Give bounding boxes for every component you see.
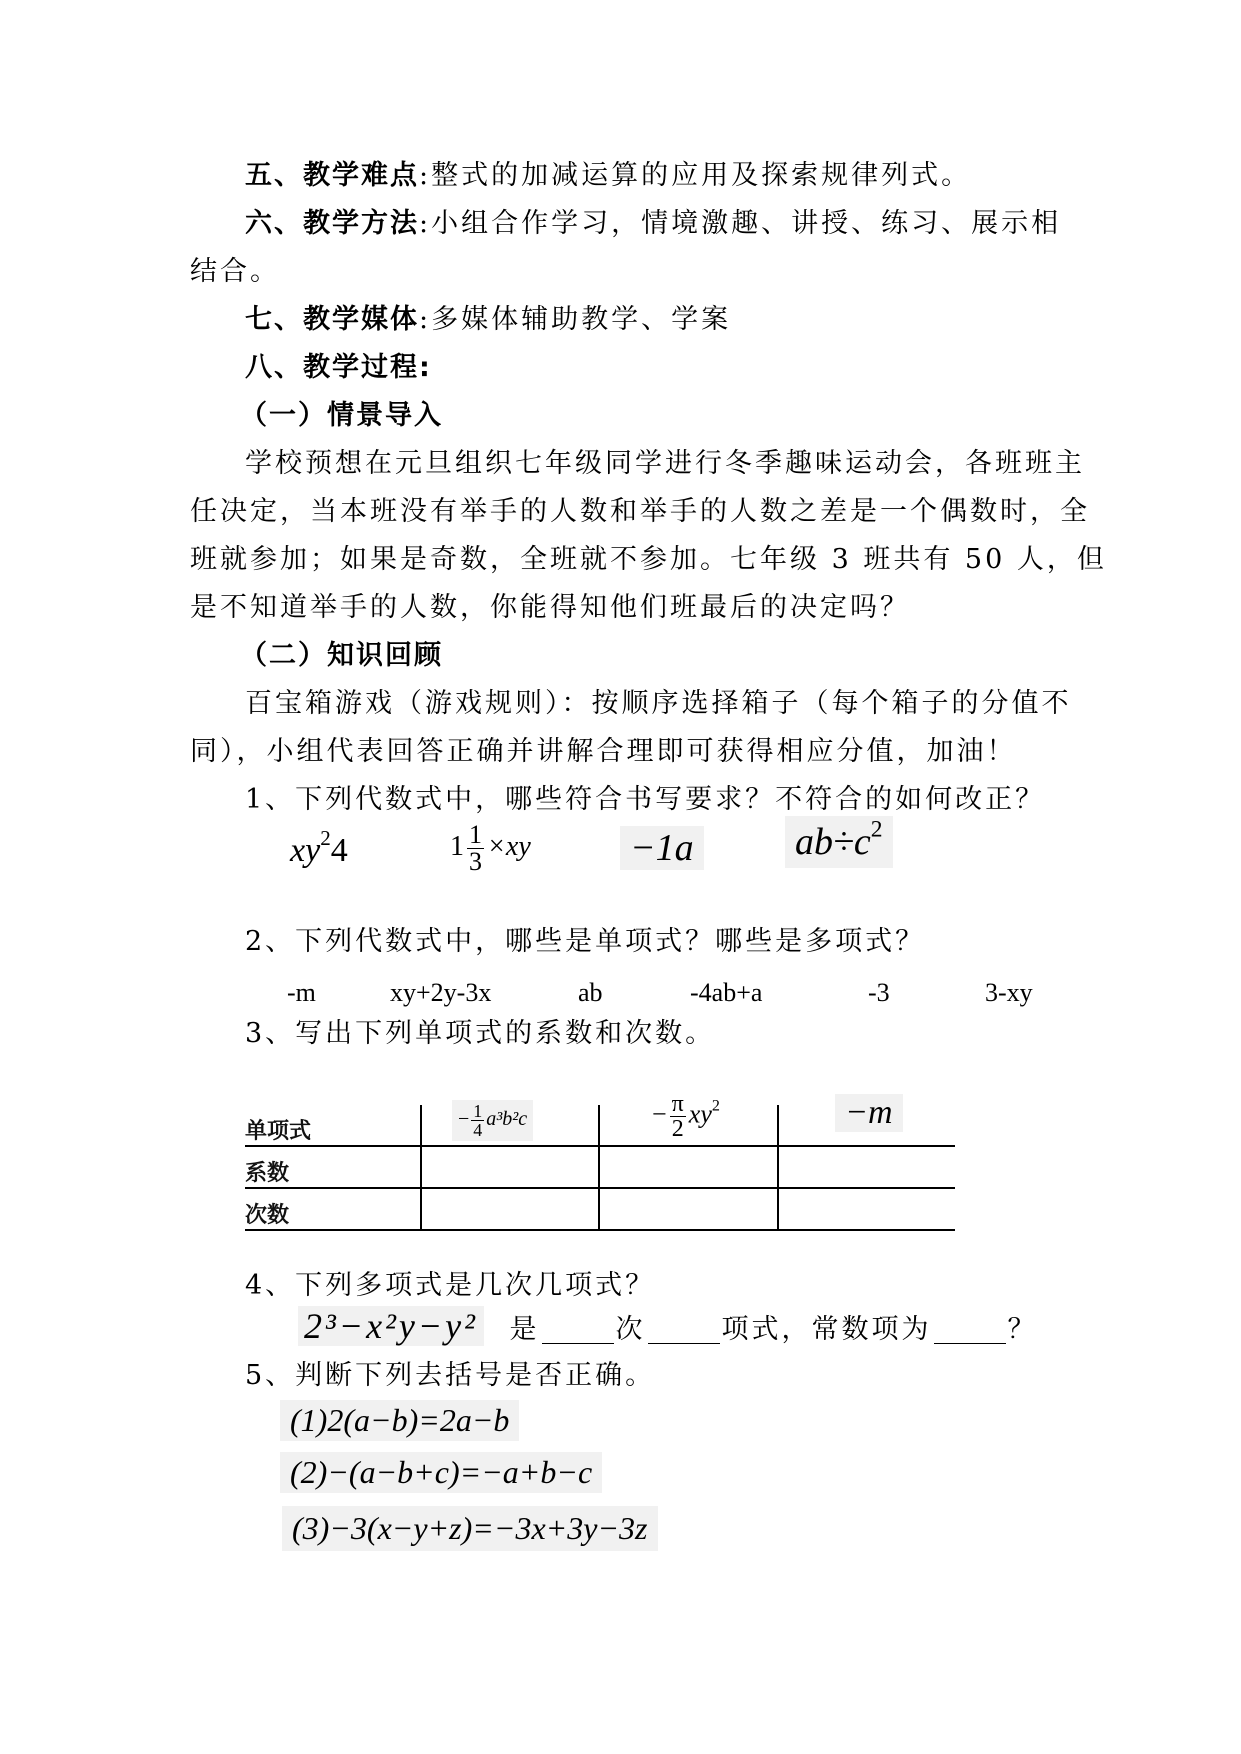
part1-line-2: 任决定，当本班没有举手的人数和举手的人数之差是一个偶数时，全	[190, 496, 1090, 527]
row-label-monomial: 单项式	[245, 1105, 421, 1146]
part1-heading: （一）情景导入	[240, 400, 443, 431]
part2-intro-2: 同），小组代表回答正确并讲解合理即可获得相应分值，加油！	[190, 736, 1017, 767]
q5-item-1: (1)2(a−b)=2a−b	[280, 1400, 519, 1441]
question-5: 5、判断下列去括号是否正确。	[245, 1360, 656, 1391]
monomial-3: −m	[835, 1094, 903, 1132]
q2-term: -m	[287, 978, 316, 1007]
q2-term: -3	[868, 978, 890, 1007]
section-6-label: 六、教学方法	[245, 208, 419, 239]
constant-term-blank[interactable]	[934, 1313, 1006, 1344]
q4-text-is: 是	[509, 1314, 540, 1345]
section-5-text: :整式的加减运算的应用及探索规律列式。	[419, 160, 972, 191]
q1-expr-2: 1 $\frac{1}{3}$ ×xy	[450, 820, 531, 876]
q1-expr-4: $ab\div c^2$	[785, 816, 893, 868]
q4-text-end: ？	[1007, 1314, 1038, 1345]
question-1: 1、下列代数式中，哪些符合书写要求？不符合的如何改正？	[245, 784, 1046, 815]
table-row-degree	[245, 1188, 955, 1230]
section-7-label: 七、教学媒体	[245, 304, 419, 335]
section-6-continued: 结合。	[190, 256, 280, 287]
question-2: 2、下列代数式中，哪些是单项式？哪些是多项式？	[245, 926, 926, 957]
degree-blank[interactable]	[542, 1313, 614, 1344]
section-7	[245, 296, 1105, 344]
monomial-2: − $\frac{\pi}{2}$ $xy^2$	[652, 1091, 720, 1142]
q2-term: ab	[578, 978, 603, 1007]
question-4-blanks	[298, 1302, 1158, 1358]
q2-term: -4ab+a	[690, 978, 763, 1007]
degree-cell[interactable]	[599, 1188, 777, 1230]
degree-cell[interactable]	[778, 1188, 955, 1230]
q1-expr-1: $xy^24$	[290, 826, 348, 869]
coefficient-cell[interactable]	[599, 1146, 777, 1188]
question-4: 4、下列多项式是几次几项式？	[245, 1270, 656, 1301]
q4-polynomial: 2³−x²y−y²	[298, 1306, 484, 1346]
part2-heading: （二）知识回顾	[240, 640, 443, 671]
term-count-blank[interactable]	[648, 1313, 720, 1344]
q4-text-degree: 次	[615, 1314, 646, 1345]
question-3: 3、写出下列单项式的系数和次数。	[245, 1018, 716, 1049]
row-label-coefficient: 系数	[245, 1146, 421, 1188]
q4-text-terms: 项式，常数项为	[721, 1314, 932, 1345]
section-7-text: :多媒体辅助教学、学案	[419, 304, 732, 335]
q1-expr-3: −1a	[620, 826, 704, 870]
monomial-1: − $\frac{1}{4}$ a³b²c	[452, 1100, 533, 1141]
part1-line-3: 班就参加；如果是奇数，全班就不参加。七年级 3 班共有 50 人，但	[190, 544, 1107, 575]
section-6-text: :小组合作学习，情境激趣、讲授、练习、展示相	[419, 208, 1062, 239]
q2-term: 3-xy	[985, 978, 1033, 1007]
section-8-heading: 八、教学过程:	[245, 352, 432, 383]
degree-cell[interactable]	[421, 1188, 599, 1230]
q2-term: xy+2y-3x	[390, 978, 492, 1007]
part1-line-1: 学校预想在元旦组织七年级同学进行冬季趣味运动会，各班班主	[245, 448, 1085, 479]
q5-item-3: (3)−3(x−y+z)=−3x+3y−3z	[282, 1506, 658, 1551]
section-6	[245, 200, 1105, 248]
part2-intro-1: 百宝箱游戏（游戏规则）：按顺序选择箱子（每个箱子的分值不	[245, 688, 1072, 719]
table-row-coefficient	[245, 1146, 955, 1188]
section-5	[245, 152, 1105, 200]
part1-line-4: 是不知道举手的人数，你能得知他们班最后的决定吗？	[190, 592, 910, 623]
q5-item-2: (2)−(a−b+c)=−a+b−c	[280, 1452, 602, 1493]
row-label-degree: 次数	[245, 1188, 421, 1230]
section-5-label: 五、教学难点	[245, 160, 419, 191]
coefficient-cell[interactable]	[778, 1146, 955, 1188]
coefficient-cell[interactable]	[421, 1146, 599, 1188]
